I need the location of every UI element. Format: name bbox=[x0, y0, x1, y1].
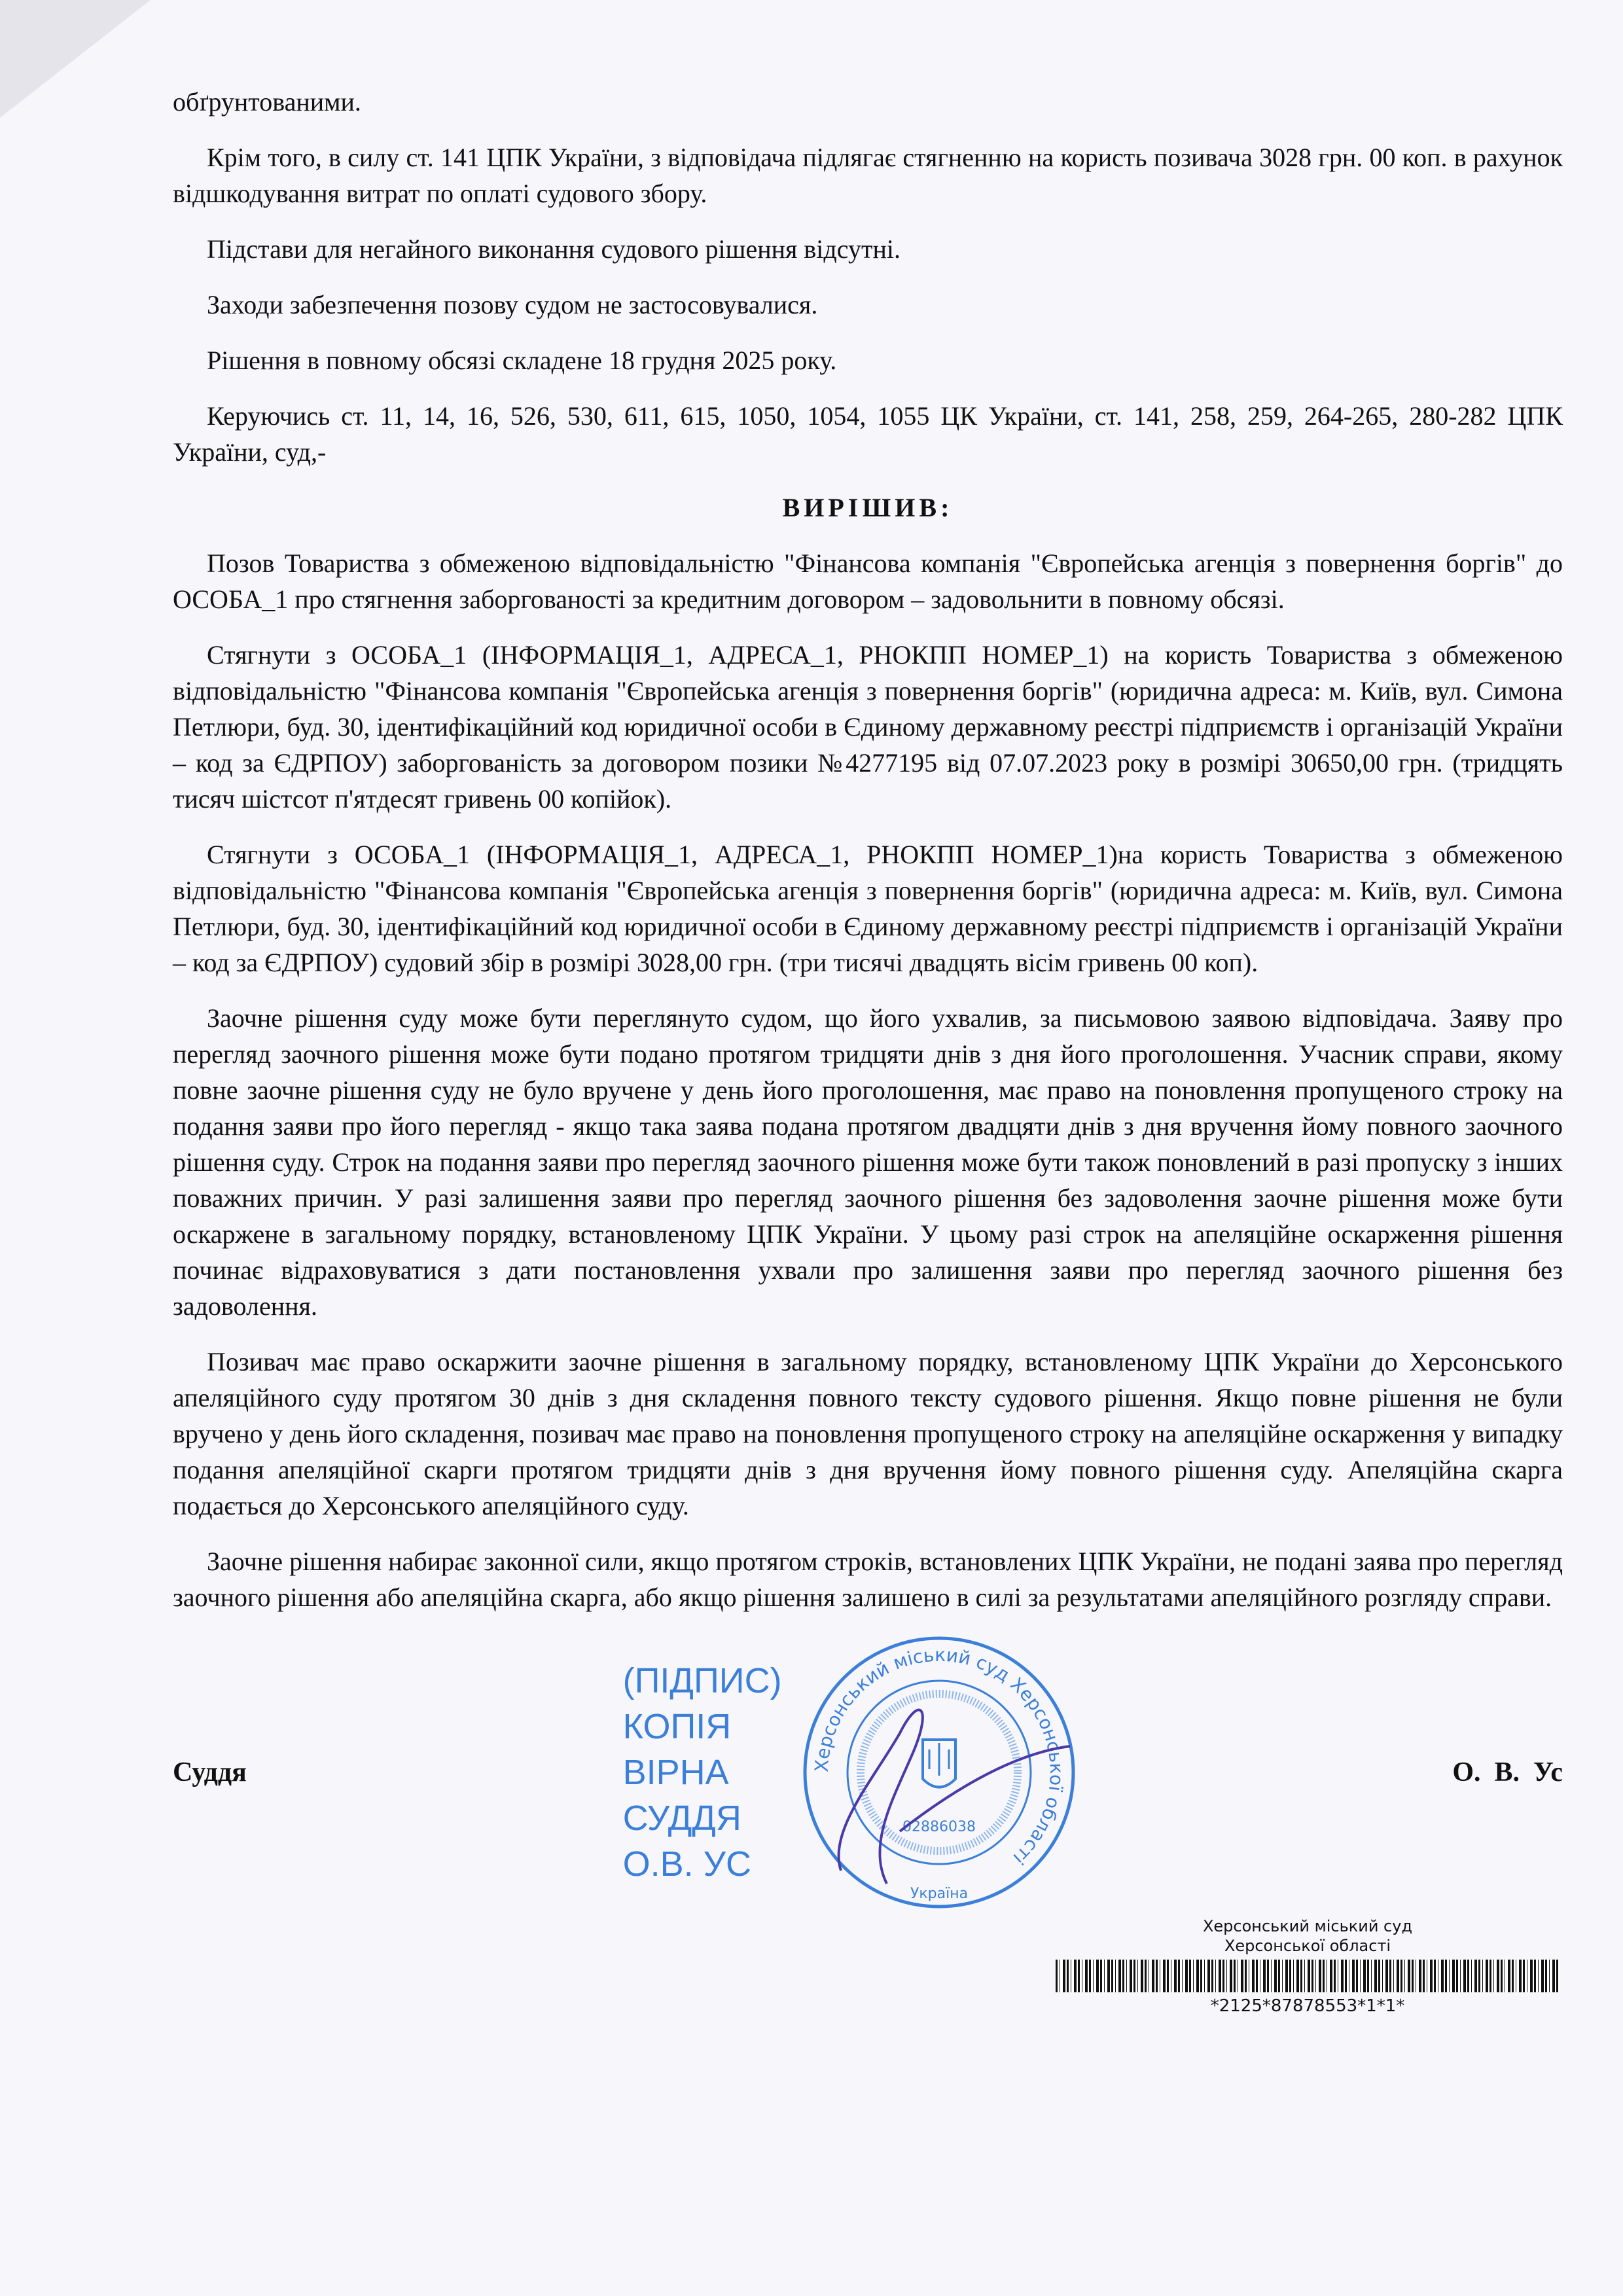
court-seal-stamp bbox=[802, 1635, 1077, 1910]
seal-code: 02886038 bbox=[902, 1819, 976, 1835]
paragraph-legal-force: Заочне рішення набирає законної сили, якщо протягом строків, встановлених ЦПК України, не подані заява про перегляд заочного рішення або апеляційна скарга, або якщо рішення залишено в силі за результатами апеляційного розгляду справи. bbox=[173, 1547, 1563, 1612]
stamp-judge: СУДДЯ bbox=[622, 1799, 741, 1838]
paragraph-full-decision-date: Рішення в повному обсязі складене 18 грудня 2025 року. bbox=[207, 346, 837, 375]
stamp-judge-name: О.В. УС bbox=[622, 1844, 751, 1884]
barcode-block bbox=[1052, 1916, 1563, 2017]
barcode-area bbox=[173, 1916, 1563, 2017]
barcode-court-line2: Херсонської області bbox=[1224, 1937, 1391, 1955]
paragraph-appeal-right: Позивач має право оскаржити заочне рішення в загальному порядку, встановленому ЦПК України до Херсонського апеляційного суду протягом 30 днів з дня складення повного тексту судового рішення. Якщо повне рішення не були вручено у день його складення, позивач має право на поновлення пропущеного строку на апеляційне оскарження у випадку подання апеляційної скарги протягом тридцяти днів з дня вручення йому повного рішення суду. Апеляційна скарга подається до Херсонського апеляційного суду. bbox=[173, 1347, 1563, 1520]
paragraph-continuation: обґрунтованими. bbox=[173, 87, 361, 117]
document-barcode bbox=[1056, 1960, 1560, 1992]
paragraph-immediate-execution: Підстави для негайного виконання судового рішення відсутні. bbox=[207, 234, 901, 264]
paragraph-court-fee: Крім того, в силу ст. 141 ЦПК України, з відповідача підлягає стягненню на користь позивача 3028 грн. 00 коп. в рахунок відшкодування витрат по оплаті судового збору. bbox=[173, 143, 1563, 208]
seal-ring-text: Херсонський міський суд Херсонської області bbox=[810, 1643, 1067, 1869]
paragraph-review-procedure: Заочне рішення суду може бути переглянуто судом, що його ухвалив, за письмовою заявою відповідача. Заяву про перегляд заочного рішення може бути подано протягом тридцяти днів з дня його проголошення. Учасник справи, якому повне заочне рішення суду не було вручене у день його проголошення, має право на поновлення пропущеного строку на подання заяви про його перегляд - якщо така заява подана протягом двадцяти днів з дня вручення йому повного заочного рішення суду. Строк на подання заяви про перегляд заочного рішення може бути також поновлений в разі пропуску з інших поважних причин. У разі залишення заяви про перегляд заочного рішення без задоволення заочне рішення може бути оскаржене в загальному порядку, встановленому ЦПК України. У цьому разі строк на апеляційне оскарження рішення починає відраховуватися з дати постановлення ухвали про залишення заяви про перегляд заочного рішення без задоволення. bbox=[173, 1003, 1563, 1321]
judge-label: Суддя bbox=[173, 1757, 247, 1787]
certified-copy-stamp bbox=[623, 1635, 1077, 1910]
trident-icon bbox=[923, 1740, 955, 1787]
document-body bbox=[173, 84, 1563, 2017]
stamp-true: ВІРНА bbox=[622, 1753, 729, 1792]
stamp-signature-mark: (ПІДПИС) bbox=[622, 1661, 782, 1700]
paragraph-security-measures: Заходи забезпечення позову судом не застосовувалися. bbox=[207, 290, 818, 319]
signature-row bbox=[173, 1635, 1563, 1910]
folded-corner bbox=[0, 0, 151, 118]
decision-heading: ВИРІШИВ: bbox=[782, 493, 954, 522]
stamp-copy-lines bbox=[623, 1660, 782, 1884]
barcode-court-line1: Херсонський міський суд bbox=[1202, 1917, 1413, 1935]
barcode-number: *2125*87878553*1*1* bbox=[1210, 1996, 1405, 2016]
seal-country: Україна bbox=[910, 1886, 968, 1902]
judge-name: О. В. Ус bbox=[1452, 1757, 1563, 1787]
paragraph-debt-recovery: Стягнути з ОСОБА_1 (ІНФОРМАЦІЯ_1, АДРЕСА_1, РНОКПП НОМЕР_1) на користь Товариства з обмеженою відповідальністю "Фінансова компанія "Європейська агенція з повернення боргів" (юридична адреса: м. Київ, вул. Симона Петлюри, буд. 30, ідентифікаційний код юридичної особи в Єдиному державному реєстрі підприємств і організацій України – код за ЄДРПОУ) заборгованість за договором позики №4277195 від 07.07.2023 року в розмірі 30650,00 грн. (тридцять тисяч шістсот п'ятдесят гривень 00 копійок). bbox=[173, 640, 1563, 814]
paragraph-fee-recovery: Стягнути з ОСОБА_1 (ІНФОРМАЦІЯ_1, АДРЕСА_1, РНОКПП НОМЕР_1)на користь Товариства з обмеженою відповідальністю "Фінансова компанія "Європейська агенція з повернення боргів" (юридична адреса: м. Київ, вул. Симона Петлюри, буд. 30, ідентифікаційний код юридичної особи в Єдиному державному реєстрі підприємств і організацій України – код за ЄДРПОУ) судовий збір в розмірі 3028,00 грн. (три тисячі двадцять вісім гривень 00 коп). bbox=[173, 840, 1563, 977]
paragraph-legal-basis: Керуючись ст. 11, 14, 16, 526, 530, 611, 615, 1050, 1054, 1055 ЦК України, ст. 141, 258, 259, 264-265, 280-282 ЦПК України, суд,- bbox=[173, 401, 1563, 467]
handwritten-signature bbox=[838, 1710, 1070, 1884]
stamp-copy: КОПІЯ bbox=[622, 1707, 732, 1746]
paragraph-claim-satisfied: Позов Товариства з обмеженою відповідальністю "Фінансова компанія "Європейська агенція з повернення боргів" до ОСОБА_1 про стягнення заборгованості за кредитним договором – задовольнити в повному обсязі. bbox=[173, 548, 1563, 614]
